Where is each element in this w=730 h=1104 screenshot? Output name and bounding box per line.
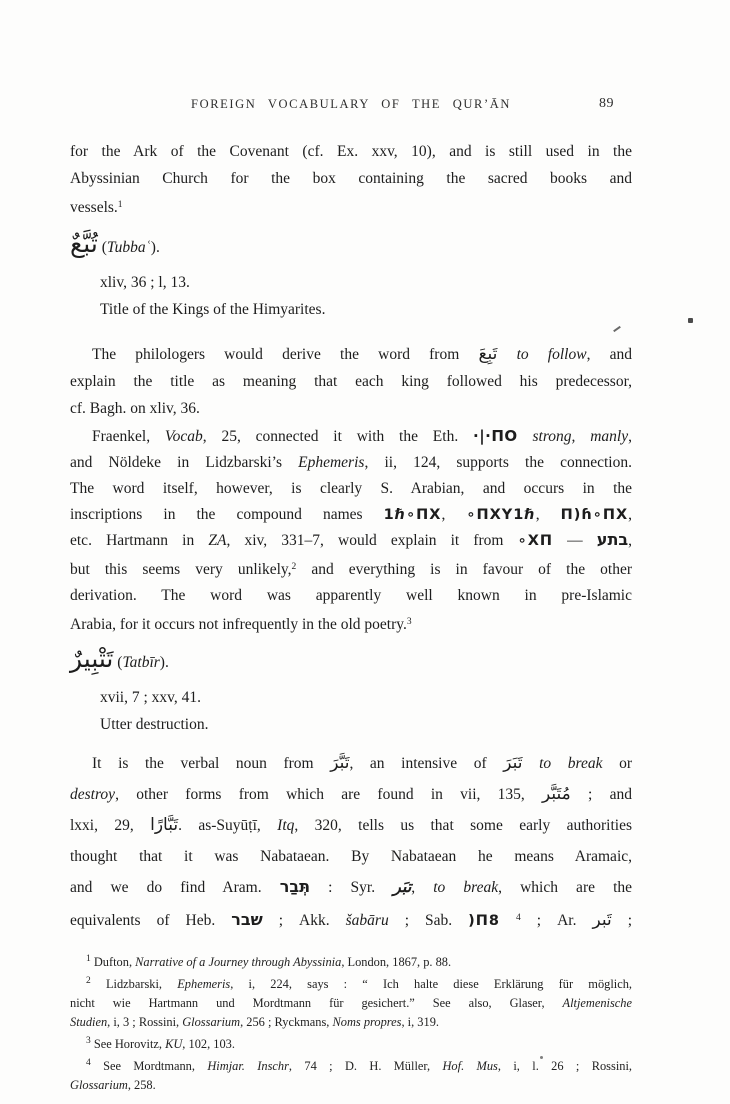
text-segment: , i, 319. (401, 1015, 439, 1029)
italic-text: Himjar. Inschr (207, 1059, 289, 1073)
text-segment: See Horovitz, (90, 1037, 166, 1051)
text-line (70, 192, 632, 221)
text-segment: thought that it was Nabataean. By Nabataean he means Aramaic, (70, 848, 632, 865)
italic-text: to follow (516, 346, 587, 363)
italic-text: Glossarium (70, 1078, 128, 1092)
text-segment: , i, l. 26 ; Rossini, (497, 1059, 633, 1073)
text-line (70, 502, 632, 528)
italic-text: Tubbaʿ (106, 239, 151, 256)
italic-text: Itq (277, 817, 295, 834)
text-line (70, 528, 632, 554)
footnote-line (70, 994, 632, 1013)
text-segment: , (628, 532, 632, 549)
text-line (70, 554, 632, 583)
italic-text: strong, manly (532, 428, 629, 445)
text-segment: vessels. (70, 199, 118, 216)
footnote-line (70, 1054, 632, 1076)
italic-text: Vocab (164, 428, 203, 445)
text-segment: , (411, 879, 434, 896)
text-segment: , and (586, 346, 632, 363)
text-segment: Dufton, (90, 955, 136, 969)
text-line (70, 395, 632, 422)
arabic-text: مُتَبَّر (542, 784, 571, 804)
text-segment: , 25, connected it with the Eth. (202, 428, 473, 445)
text-segment: , i, 3 ; Rossini, (107, 1015, 183, 1029)
text-line (70, 872, 632, 903)
text-segment: — (553, 532, 597, 549)
entry-headword (70, 227, 632, 269)
italic-text: Studien (70, 1015, 108, 1029)
arabic-headword: تَتْبِيرٌ (70, 644, 114, 673)
italic-text: to break (539, 755, 603, 772)
italic-text: Altjemenische (562, 996, 632, 1010)
text-segment (500, 912, 516, 929)
italic-text: to break (433, 879, 499, 896)
text-segment: . as-Suyūṭī, (178, 817, 278, 834)
footnote-line (70, 1013, 632, 1032)
text-segment: ( (113, 654, 123, 671)
text-segment: xliv, 36 ; l, 13. (100, 274, 190, 291)
hebrew-text: שבר (231, 910, 263, 929)
syriac-text: تبَر (393, 877, 412, 896)
text-line (70, 583, 632, 609)
footnotes-section (70, 950, 632, 1095)
text-segment: , which are the (498, 879, 633, 896)
arabic-text: تَبَّارًا (150, 815, 179, 835)
footnote-marker: 4 (516, 913, 521, 923)
italic-text: šabāru (345, 912, 389, 929)
text-segment: but this seems very unlikely, (70, 561, 292, 578)
text-line (70, 903, 632, 936)
footnote-marker: 3 (406, 617, 412, 627)
text-segment: Arabia, for it occurs not infrequently in the old poetry. (70, 616, 407, 633)
hebrew-text: בתע (596, 530, 629, 549)
running-header (70, 96, 632, 112)
page-content (70, 96, 632, 1095)
footnote-line (70, 972, 632, 994)
text-segment: , (441, 506, 467, 523)
text-segment: , other forms from which are found in vii, 135, (115, 786, 543, 803)
text-segment: , i, 224, says : “ Ich halte diese Erklärung für möglich, (230, 977, 633, 991)
footnote-marker: 1 (117, 200, 123, 210)
text-line (70, 609, 632, 638)
text-segment: and we do find Aram. (70, 879, 280, 896)
text-line (70, 368, 632, 395)
text-segment (522, 755, 539, 772)
text-segment: nicht wie Hartmann und Mordtmann für gesichert.” See also, Glaser, (70, 996, 563, 1010)
italic-text: Glossarium (182, 1015, 241, 1029)
text-segment: explain the title as meaning that each king followed his predecessor, (70, 373, 632, 390)
text-segment: Utter destruction. (100, 716, 209, 733)
italic-text: Ephemeris (298, 454, 365, 471)
footnote-marker: 2 (86, 976, 91, 986)
text-segment: , (535, 506, 561, 523)
text-segment: ). (159, 654, 169, 671)
arabic-text: تَبر (592, 910, 612, 930)
footnote-marker: 1 (86, 954, 91, 964)
text-segment: , 256 ; Ryckmans, (240, 1015, 333, 1029)
text-segment: The philologers would derive the word from (92, 346, 479, 363)
arabic-text: تَبَّرَ (330, 753, 350, 773)
italic-text: KU (165, 1037, 183, 1051)
entry-reference (70, 711, 632, 738)
page-number: 89 (599, 96, 614, 111)
text-segment: and Nöldeke in Lidzbarski’s (70, 454, 299, 471)
text-line (70, 138, 632, 165)
text-segment: : Syr. (310, 879, 394, 896)
arabic-text: تَبَرَ (503, 753, 523, 773)
text-segment: ( (97, 239, 107, 256)
text-segment: Title of the Kings of the Himyarites. (100, 301, 326, 318)
text-segment: ; Sab. (388, 912, 469, 929)
text-segment: , 102, 103. (182, 1037, 235, 1051)
text-segment: Fraenkel, (92, 428, 165, 445)
hebrew-text: תְּבַר (279, 877, 311, 896)
text-segment: derivation. The word was apparently well known in pre-Islamic (70, 587, 632, 604)
text-line (70, 810, 632, 841)
text-segment: ; Ar. (520, 912, 593, 929)
text-segment: for the Ark of the Covenant (cf. Ex. xxv, 10), and is still used in the (70, 143, 632, 160)
arabic-text: تَبِعَ (478, 344, 498, 364)
text-segment: It is the verbal noun from (92, 755, 331, 772)
text-segment: , an intensive of (349, 755, 504, 772)
south-arabian-text: )Π8 (468, 913, 501, 929)
text-segment: , 258. (127, 1078, 156, 1092)
text-segment: ; Akk. (262, 912, 346, 929)
italic-text: Hof. Mus (442, 1059, 498, 1073)
paragraph (70, 424, 632, 638)
text-line (70, 450, 632, 476)
text-line (70, 165, 632, 192)
text-segment: or (602, 755, 632, 772)
text-segment (497, 346, 516, 363)
text-segment: Abyssinian Church for the box containing the sacred books and (70, 170, 632, 187)
entry-headword (70, 642, 632, 684)
text-segment: , 320, tells us that some early authorities (294, 817, 632, 834)
text-segment: Lidzbarski, (90, 977, 178, 991)
italic-text: ZA (208, 532, 227, 549)
entry-reference (70, 684, 632, 711)
footnote-marker: 4 (86, 1058, 91, 1068)
text-line (70, 476, 632, 502)
text-segment: ). (150, 239, 160, 256)
paragraph (70, 341, 632, 422)
text-line (70, 424, 632, 450)
south-arabian-text: ∘ΠXΥ1ℏ (466, 507, 536, 523)
arabic-headword: تُبَّعٌ (70, 229, 98, 258)
text-segment: , ii, 124, supports the connection. (364, 454, 632, 471)
text-segment: ; and (570, 786, 632, 803)
footnote-marker: 3 (86, 1036, 91, 1046)
text-segment: etc. Hartmann in (70, 532, 209, 549)
ethiopic-text: ·|·ΠO (473, 427, 518, 445)
italic-text: destroy (70, 786, 116, 803)
text-segment: See Mordtmann, (90, 1059, 208, 1073)
text-segment: equivalents of Heb. (70, 912, 232, 929)
paragraph (70, 748, 632, 936)
entry-reference (70, 296, 632, 323)
footnote-line (70, 1032, 632, 1054)
text-segment: xvii, 7 ; xxv, 41. (100, 689, 202, 706)
text-line (70, 779, 632, 810)
south-arabian-text: 1ℏ∘ΠX (383, 507, 442, 523)
paragraph (70, 138, 632, 221)
text-line (70, 841, 632, 872)
text-segment: , (628, 428, 632, 445)
text-line (70, 341, 632, 368)
italic-text: Narrative of a Journey through Abyssinia (135, 955, 342, 969)
text-segment: ; (611, 912, 633, 929)
text-blocks (70, 138, 632, 1095)
text-segment: inscriptions in the compound names (70, 506, 384, 523)
italic-text: Tatbīr (122, 654, 160, 671)
italic-text: Ephemeris (177, 977, 231, 991)
text-segment: and everything is in favour of the other (296, 561, 632, 578)
text-segment: , London, 1867, p. 88. (341, 955, 452, 969)
footnote-line (70, 950, 632, 972)
entry-reference (70, 269, 632, 296)
text-segment: lxxi, 29, (70, 817, 151, 834)
text-segment (518, 428, 533, 445)
south-arabian-text: ∘XΠ (517, 533, 554, 549)
scan-speck (688, 318, 693, 323)
text-segment: , 74 ; D. H. Müller, (288, 1059, 443, 1073)
italic-text: Noms propres (332, 1015, 402, 1029)
text-segment: cf. Bagh. on xliv, 36. (70, 400, 200, 417)
text-line (70, 748, 632, 779)
text-segment: The word itself, however, is clearly S. Arabian, and occurs in the (70, 480, 632, 497)
footnote-line (70, 1076, 632, 1095)
header-title: FOREIGN VOCABULARY OF THE QUR’ĀN (191, 97, 511, 111)
text-segment: , (628, 506, 633, 523)
south-arabian-text: Π)ɦ∘ΠX (560, 507, 629, 523)
footnote-marker: 2 (291, 562, 297, 572)
text-segment: , xiv, 331–7, would explain it from (226, 532, 518, 549)
